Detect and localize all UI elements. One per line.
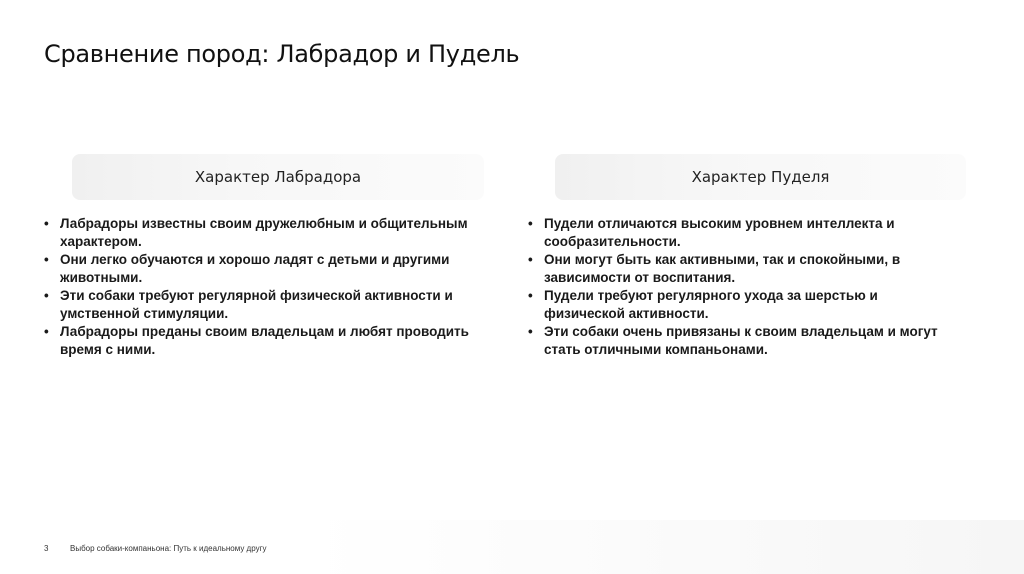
poodle-bullet: • Они могут быть как активными, так и спокойными, в зависимости от воспитания. bbox=[528, 251, 958, 287]
footer-text: Выбор собаки-компаньона: Путь к идеальному другу bbox=[70, 544, 267, 553]
poodle-bullet: • Эти собаки очень привязаны к своим владельцам и могут стать отличными компаньонами. bbox=[528, 323, 958, 359]
poodle-bullet-list bbox=[528, 215, 958, 359]
labrador-bullet-list bbox=[44, 215, 484, 359]
labrador-bullet: • Лабрадоры известны своим дружелюбным и общительным характером. bbox=[44, 215, 484, 251]
poodle-column-header bbox=[555, 154, 966, 200]
labrador-column-header bbox=[72, 154, 484, 200]
page-number: 3 bbox=[44, 544, 49, 553]
poodle-bullet: • Пудели требуют регулярного ухода за шерстью и физической активности. bbox=[528, 287, 958, 323]
poodle-bullet: • Пудели отличаются высоким уровнем интеллекта и сообразительности. bbox=[528, 215, 958, 251]
labrador-column-header-label: Характер Лабрадора bbox=[194, 168, 362, 186]
labrador-bullet: • Эти собаки требуют регулярной физической активности и умственной стимуляции. bbox=[44, 287, 484, 323]
poodle-column-header-label: Характер Пуделя bbox=[691, 168, 830, 186]
labrador-bullet: • Лабрадоры преданы своим владельцам и любят проводить время с ними. bbox=[44, 323, 484, 359]
slide-title: Сравнение пород: Лабрадор и Пудель bbox=[44, 40, 520, 68]
labrador-bullet: • Они легко обучаются и хорошо ладят с детьми и другими животными. bbox=[44, 251, 484, 287]
